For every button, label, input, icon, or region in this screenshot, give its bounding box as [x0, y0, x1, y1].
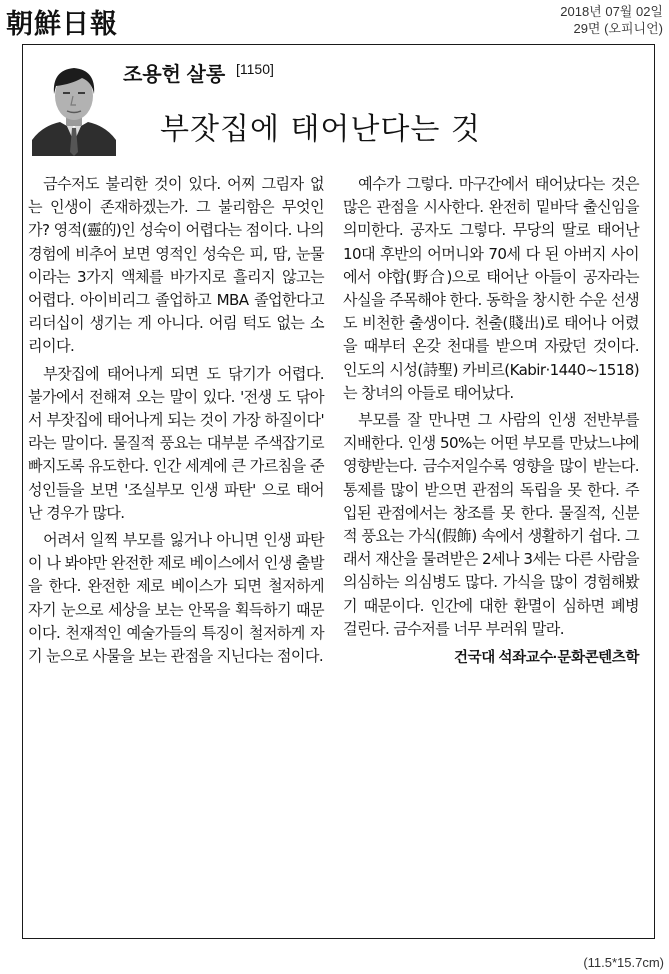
column-number: [1150]	[236, 61, 274, 77]
paragraph: 부잣집에 태어나게 되면 도 닦기가 어렵다. 불가에서 전해져 오는 말이 있다. '전생 도 닦아서 부잣집에 태어나게 되는 것이 가장 하질이다' 라는 말이다. 물질적 풍요는 대부분 주색잡기로 빠지도록 유도한다. 인간 세계에 큰 가르침을 준 성인들을 보면 '조실부모 인생 파탄' 으로 태어난 경우가 많다.	[28, 364, 324, 522]
issue-meta	[560, 3, 663, 37]
paragraph: 어려서 일찍 부모를 잃거나 아니면 인생 파탄이 나 봐야만 완전한 제로 베이스에서 인생 출발을 한다. 완전한 제로 베이스가 되면 철저하게 자기 눈으로 세상을 보는 안목을 획득하기 때문이다. 천재적인 예술가들의 특징이 철저하게 자기 눈으로 사물을 보는 관점을 지닌다는 점이다.	[28, 531, 324, 666]
author-portrait	[32, 56, 116, 156]
article-column-left	[28, 173, 324, 672]
newspaper-logo: 朝鮮日報	[6, 9, 118, 40]
size-note: (11.5*15.7cm)	[583, 955, 664, 970]
paragraph: 예수가 그렇다. 마구간에서 태어났다는 것은 많은 관점을 시사한다. 완전히 밑바닥 출신임을 의미한다. 공자도 그렇다. 무당의 딸로 태어난 10대 후반의 어머니와 70세 다 된 아버지 사이에서 야합(野合)으로 태어난 아들이 공자라는 사실을 주목해야 한다. 동학을 창시한 수운 선생도 비천한 출생이다. 천출(賤出)로 태어나 어렸을 때부터 온갖 천대를 받으며 자랐던 것이다. 인도의 시성(詩聖) 카비르(Kabir·1440~1518)는 창녀의 아들로 태어났다.	[343, 175, 639, 402]
author-byline: 건국대 석좌교수·문화콘텐츠학	[454, 650, 639, 667]
paragraph: 부모를 잘 만나면 그 사람의 인생 전반부를 지배한다. 인생 50%는 어떤 부모를 만났느냐에 영향받는다. 금수저일수록 영향을 많이 받는다. 통제를 많이 받으면 관점의 독립을 못 한다. 주입된 관점에서는 창조를 못 한다. 물질적, 신분적 풍요는 가식(假飾) 속에서 생활하기 쉽다. 그래서 재산을 물려받은 2세나 3세는 다른 사람을 의심하는 의심병도 많다. 가식을 많이 경험해봤기 때문이다. 인간에 대한 환멸이 심하면 폐병 걸린다. 금수저를 너무 부러워 말라.	[343, 411, 639, 638]
article-column-right	[343, 173, 639, 670]
issue-page: 29면 (오피니언)	[573, 21, 663, 36]
issue-date: 2018년 07월 02일	[560, 4, 663, 19]
paragraph: 금수저도 불리한 것이 있다. 어찌 그림자 없는 인생이 존재하겠는가. 그 불리함은 무엇인가? 영적(靈的)인 성숙이 어렵다는 점이다. 나의 경험에 비추어 보면 영적인 성숙은 피, 땀, 눈물이라는 3가지 액체를 바가지로 흘리지 않고는 어렵다. 아이비리그 졸업하고 MBA 졸업한다고 리더십이 생기는 게 아니다. 어림 턱도 없는 소리이다.	[28, 175, 324, 356]
headline: 부잣집에 태어난다는 것	[160, 112, 481, 147]
column-name: 조용헌 살롱	[123, 64, 226, 86]
